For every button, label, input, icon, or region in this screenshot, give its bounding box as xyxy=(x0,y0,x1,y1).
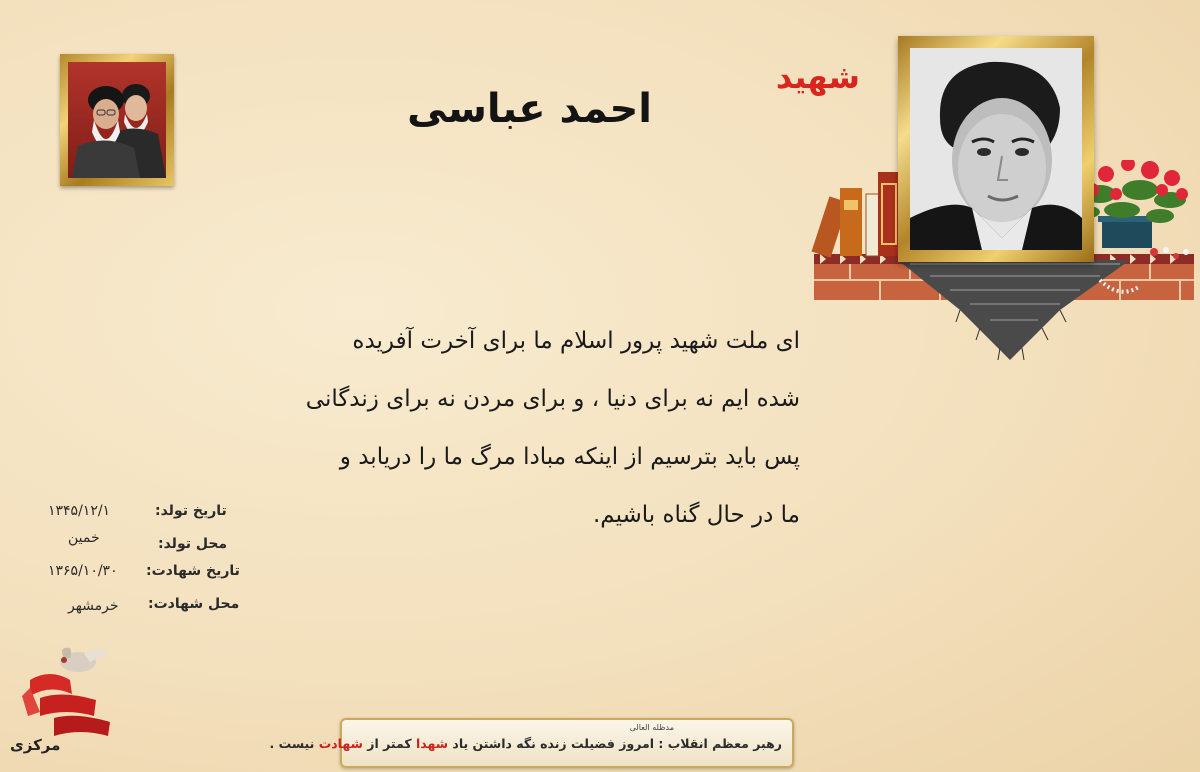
martyrdom-date-value: ۱۳۶۵/۱۰/۳۰ xyxy=(48,563,118,579)
banner-middle: کمتر از xyxy=(362,736,416,751)
banner-suffix: نیست . xyxy=(269,736,319,751)
birth-date-value: ۱۳۴۵/۱۲/۱ xyxy=(48,503,111,519)
martyrdom-place-label: محل شهادت: xyxy=(148,596,240,612)
leader-quote-banner xyxy=(269,718,794,768)
banner-quote xyxy=(269,736,782,751)
martyrdom-place-value: خرمشهر xyxy=(68,598,119,614)
banner-highlight-shohada: شهدا xyxy=(415,736,449,751)
birth-date-label: تاریخ تولد: xyxy=(155,503,227,519)
banner-prefix: رهبر معظم انقلاب : امروز فضیلت زنده نگه داشتن یاد xyxy=(448,736,782,751)
logo-subtitle: مرکزی xyxy=(10,736,61,754)
birth-place-label: محل تولد: xyxy=(158,536,228,552)
martyr-quote xyxy=(240,312,800,544)
shahid-label: شهید xyxy=(775,58,860,96)
leaders-portrait-frame xyxy=(60,54,174,186)
martyr-portrait-image xyxy=(910,48,1082,250)
quote-line: ما در حال گناه باشیم. xyxy=(592,502,800,528)
martyr-portrait-frame xyxy=(898,36,1094,262)
quote-line: ای ملت شهید پرور اسلام ما برای آخرت آفریده xyxy=(352,328,800,354)
leaders-portrait-image xyxy=(68,62,166,178)
martyrdom-date-label: تاریخ شهادت: xyxy=(146,563,240,579)
banner-honorific: مدظله العالی xyxy=(629,723,674,732)
quote-line: پس باید بترسیم از اینکه مبادا مرگ ما را دریابد و xyxy=(339,444,800,470)
martyr-name: احمد عباسی xyxy=(407,86,652,132)
banner-highlight-shahadat: شهادت xyxy=(318,736,363,751)
quote-line: شده ایم نه برای دنیا ، و برای مردن نه برای زندگانی xyxy=(305,386,800,412)
birth-place-value: خمین xyxy=(68,530,100,546)
